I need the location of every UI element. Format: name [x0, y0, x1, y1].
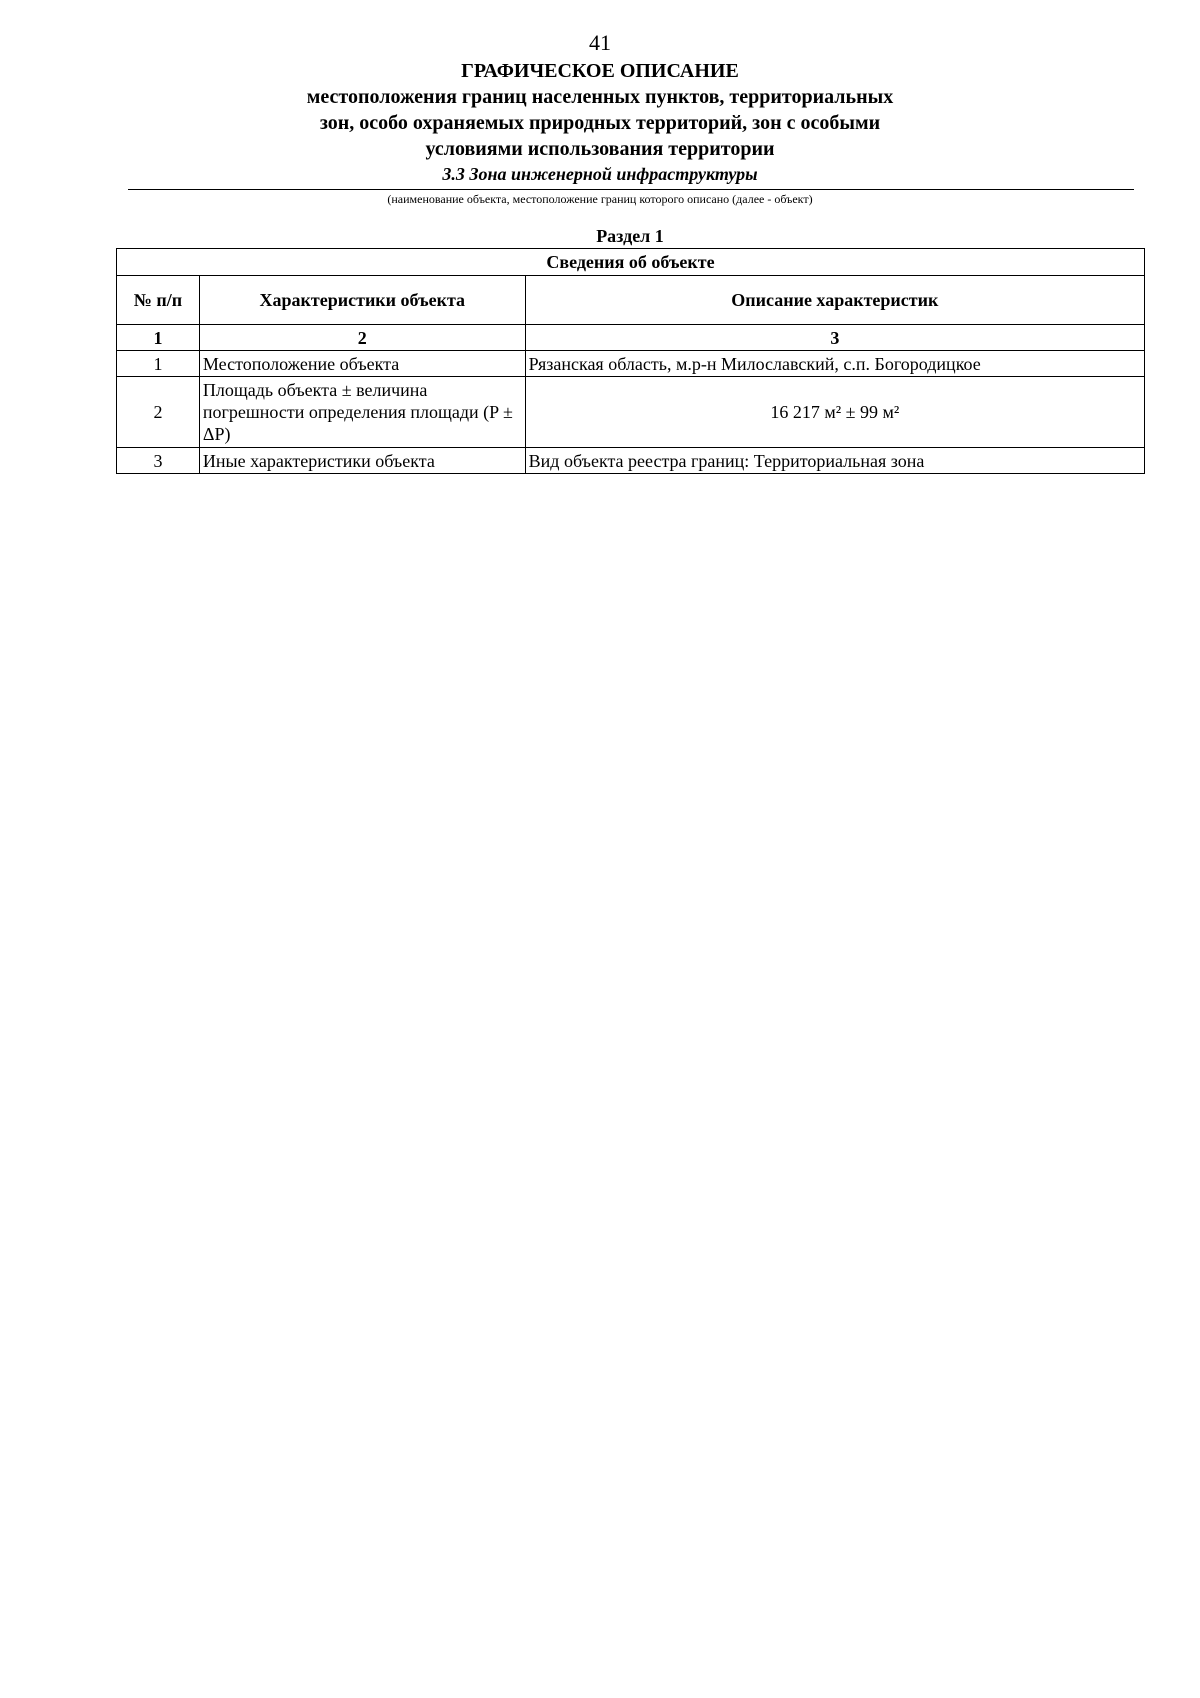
row-description: Вид объекта реестра границ: Территориальная зона	[525, 448, 1144, 474]
document-subtitle-line-2: зон, особо охраняемых природных территорий, зон с особыми	[319, 112, 881, 134]
header-characteristics: Характеристики объекта	[199, 276, 525, 325]
page-number: 41	[589, 30, 611, 55]
table-row	[117, 351, 1145, 377]
row-characteristic: Площадь объекта ± величина погрешности определения площади (P ± ΔP)	[199, 377, 525, 448]
row-characteristic: Местоположение объекта	[199, 351, 525, 377]
column-index-1: 1	[117, 325, 200, 351]
column-index-3: 3	[525, 325, 1144, 351]
object-name-underline	[128, 189, 1134, 190]
row-description: Рязанская область, м.р-н Милославский, с.п. Богородицкое	[525, 351, 1144, 377]
section-title: Раздел 1	[596, 226, 664, 246]
column-index-2: 2	[199, 325, 525, 351]
table-caption-row	[117, 249, 1145, 276]
row-characteristic: Иные характеристики объекта	[199, 448, 525, 474]
table-header-row	[117, 276, 1145, 325]
row-num: 1	[117, 351, 200, 377]
table-index-row	[117, 325, 1145, 351]
table-row	[117, 377, 1145, 448]
object-info-table	[116, 248, 1145, 474]
row-num: 2	[117, 377, 200, 448]
row-num: 3	[117, 448, 200, 474]
object-name-caption: (наименование объекта, местоположение границ которого описано (далее - объект)	[387, 192, 813, 206]
table-row	[117, 448, 1145, 474]
document-title-block	[0, 58, 1200, 186]
document-subtitle-line-1: местоположения границ населенных пунктов, территориальных	[306, 86, 894, 108]
document-subtitle-line-3: условиями использования территории	[425, 138, 775, 160]
object-name: 3.3 Зона инженерной инфраструктуры	[442, 164, 758, 184]
document-title: ГРАФИЧЕСКОЕ ОПИСАНИЕ	[461, 60, 739, 82]
row-description: 16 217 м² ± 99 м²	[525, 377, 1144, 448]
header-description: Описание характеристик	[525, 276, 1144, 325]
header-num: № п/п	[117, 276, 200, 325]
table-caption: Сведения об объекте	[117, 249, 1145, 276]
